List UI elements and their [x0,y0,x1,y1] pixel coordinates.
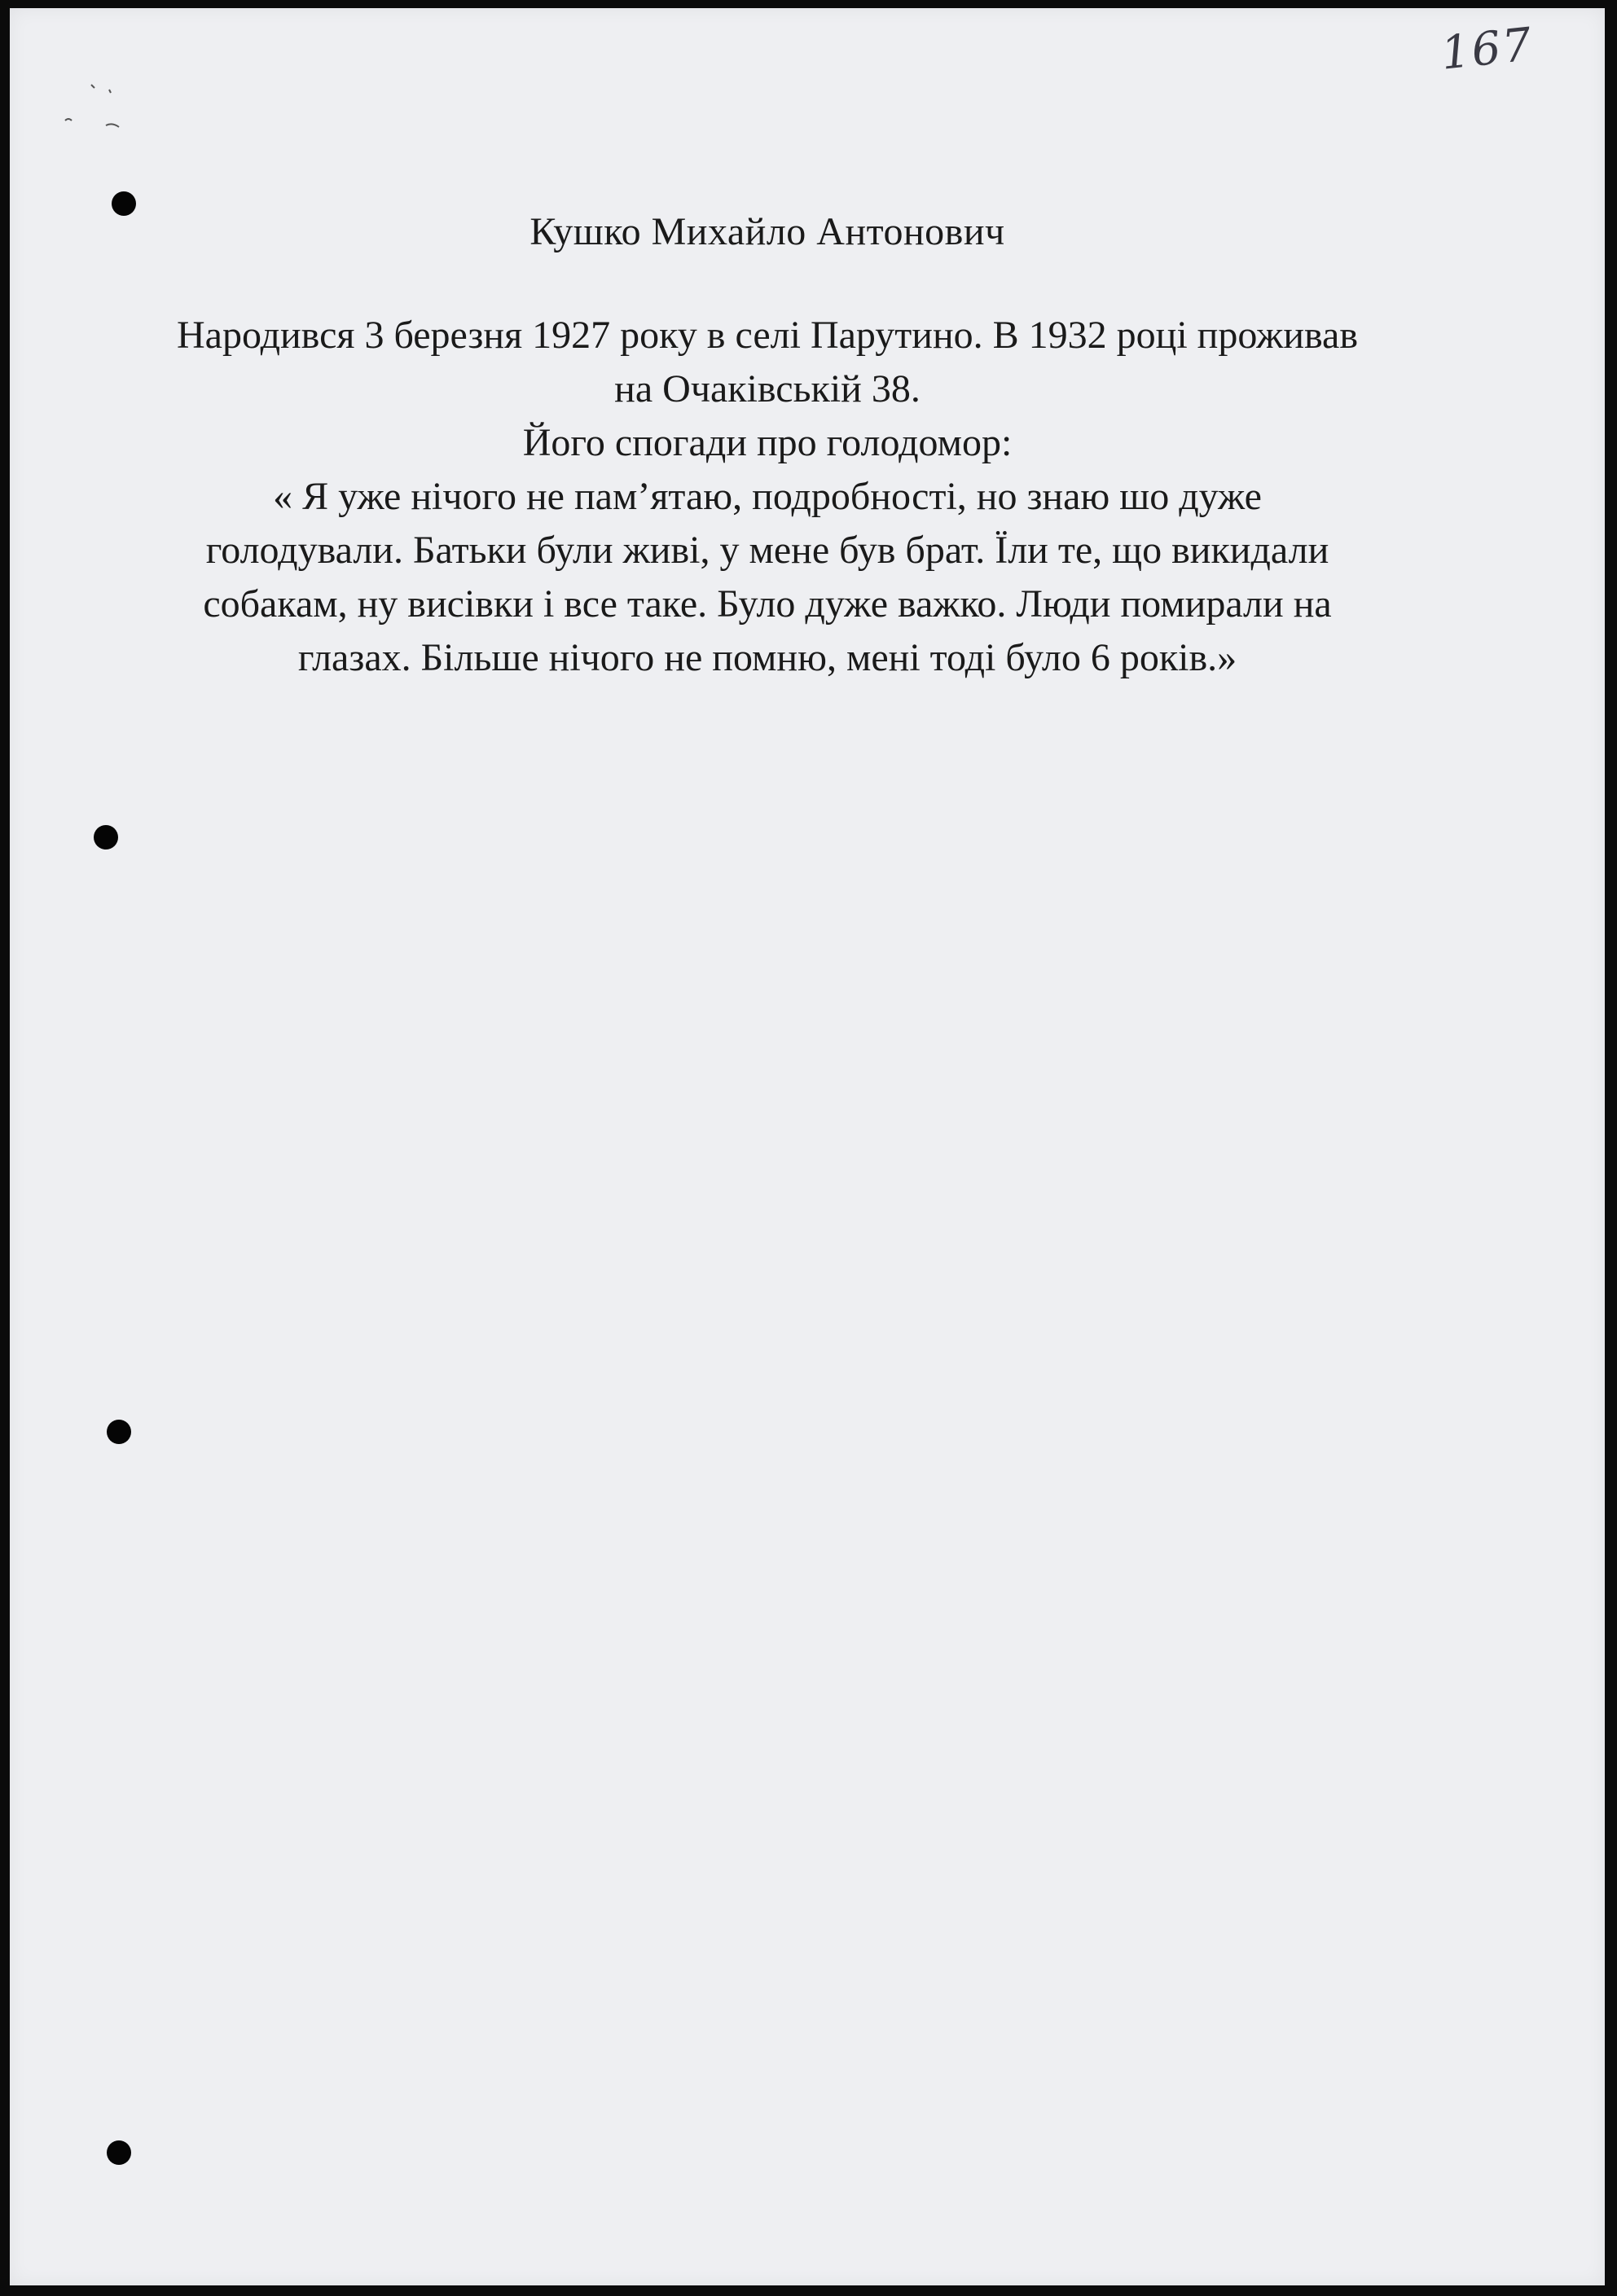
punch-hole [94,825,118,849]
memoir-heading: Його спогади про голодомор: [522,421,1013,464]
punch-hole [107,2140,131,2165]
document-body [173,208,1362,685]
memoir-quote: « Я уже нічого не пам’ятаю, подробності, но знаю шо дуже голодували. Батьки були живі, у мене був брат. Їли те, що викидали собакам, ну висівки і все таке. Було дуже важко. Люди помирали на глазах. Більше нічого не помню, мені тоді було 6 років.» [203,475,1332,679]
handwritten-page-number: 167 [1439,18,1536,81]
punch-hole [107,1420,131,1444]
pencil-mark-icon [59,78,132,143]
biography-text: Народився 3 березня 1927 року в селі Парутино. В 1932 році проживав на Очаківській 38. [176,314,1359,410]
punch-hole [112,191,136,216]
person-name-title: Кушко Михайло Антонович [529,210,1005,253]
document-page [10,8,1605,2285]
